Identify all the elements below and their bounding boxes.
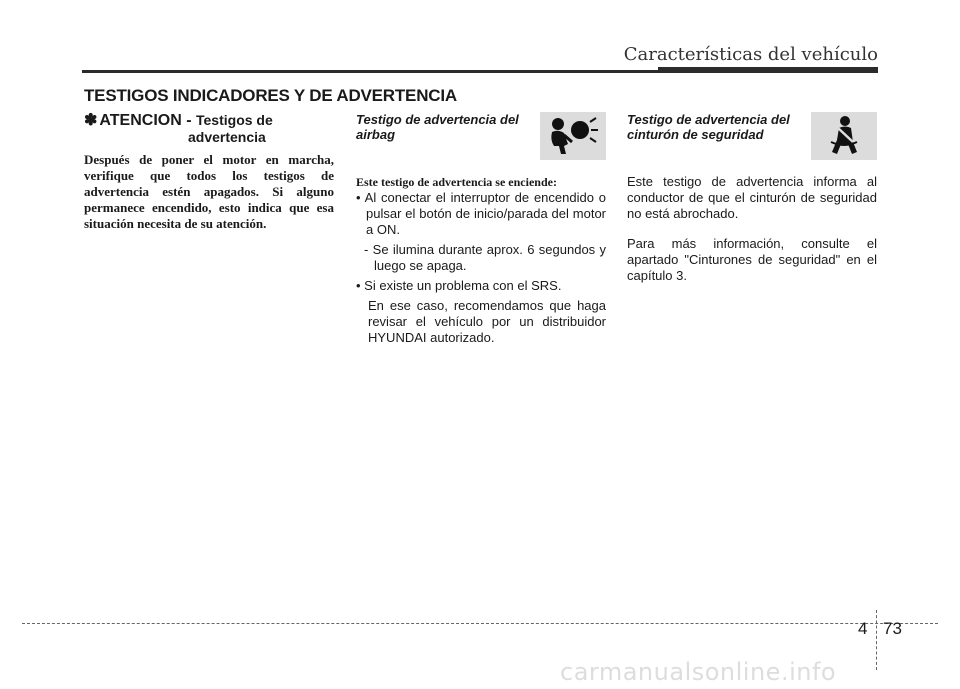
attention-star-icon: ✽ bbox=[84, 112, 98, 129]
seatbelt-para-1: Este testigo de advertencia informa al conductor de que el cinturón de seguridad no está abrochado. bbox=[627, 174, 877, 221]
page-number-separator bbox=[876, 610, 877, 670]
airbag-bullet-2: • Si existe un problema con el SRS. bbox=[356, 278, 562, 293]
attention-label: ATENCION - bbox=[99, 112, 196, 129]
attention-heading bbox=[84, 112, 334, 146]
watermark: carmanualsonline.info bbox=[560, 658, 837, 686]
seatbelt-subheading: Testigo de advertencia del cinturón de seguridad bbox=[627, 112, 790, 142]
chapter-number: 4 bbox=[858, 619, 868, 638]
attention-title-line1: Testigos de bbox=[196, 112, 273, 128]
attention-column bbox=[84, 112, 334, 232]
airbag-dash-1: - Se ilumina durante aprox. 6 segundos y luego se apaga. bbox=[364, 242, 606, 273]
airbag-warning-icon bbox=[540, 112, 606, 160]
footer-rule bbox=[22, 623, 938, 624]
airbag-heading-row bbox=[356, 112, 606, 174]
seatbelt-heading-row bbox=[627, 112, 877, 174]
section-title: TESTIGOS INDICADORES Y DE ADVERTENCIA bbox=[84, 86, 457, 105]
seatbelt-para-2: Para más información, consulte el apartado "Cinturones de seguridad" en el capítulo 3. bbox=[627, 236, 877, 283]
attention-title-line2: advertencia bbox=[188, 129, 266, 145]
airbag-bullet-2-followup: En ese caso, recomendamos que haga revisar el vehículo por un distribuidor HYUNDAI autorizado. bbox=[368, 298, 606, 345]
airbag-column bbox=[356, 112, 606, 346]
seatbelt-warning-icon bbox=[811, 112, 877, 160]
airbag-bullet-1: • Al conectar el interruptor de encendido o pulsar el botón de inicio/parada del motor a ON. bbox=[356, 190, 606, 237]
attention-body: Después de poner el motor en marcha, verifique que todos los testigos de advertencia estén apagados. Si alguno permanece encendido, esto indica que esa situación necesita de su atención. bbox=[84, 152, 334, 231]
page-number: 73 bbox=[883, 619, 902, 638]
airbag-lead: Este testigo de advertencia se enciende: bbox=[356, 175, 557, 189]
header-rule-accent bbox=[658, 67, 878, 73]
airbag-subheading: Testigo de advertencia del airbag bbox=[356, 112, 519, 142]
running-header: Características del vehículo bbox=[623, 44, 878, 65]
seatbelt-column bbox=[627, 112, 877, 284]
